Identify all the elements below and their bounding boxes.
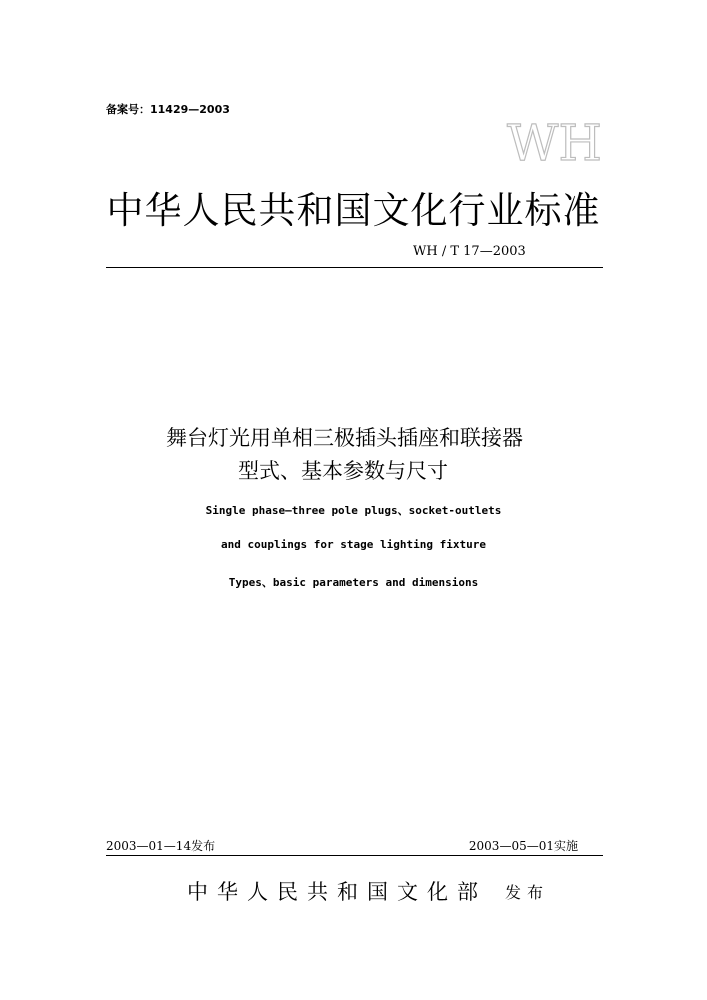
standard-number: WH / T 17—2003 [413,244,526,259]
wh-logo [505,112,605,172]
issue-date: 2003—01—14发布 [106,839,216,853]
issuing-authority: 中华人民共和国文化部 [187,880,487,904]
document-title-cn-line2: 型式、基本参数与尺寸 [238,459,448,483]
document-title-en-line2: and couplings for stage lighting fixture [221,538,486,551]
issue-label: 发布 [505,883,550,902]
document-title-en-line3: Types、basic parameters and dimensions [228,576,479,589]
header-divider [106,267,603,268]
document-title-en-line1: Single phase—three pole plugs、socket-outlets [205,504,502,517]
footer-divider [106,855,603,856]
wh-logo-text: WH [507,114,602,172]
document-title-cn-line1: 舞台灯光用单相三极插头插座和联接器 [166,426,523,450]
implementation-date: 2003—05—01实施 [468,839,578,853]
record-number: 备案号：11429—2003 [106,103,230,116]
standard-title: 中华人民共和国文化行业标准 [106,189,601,232]
